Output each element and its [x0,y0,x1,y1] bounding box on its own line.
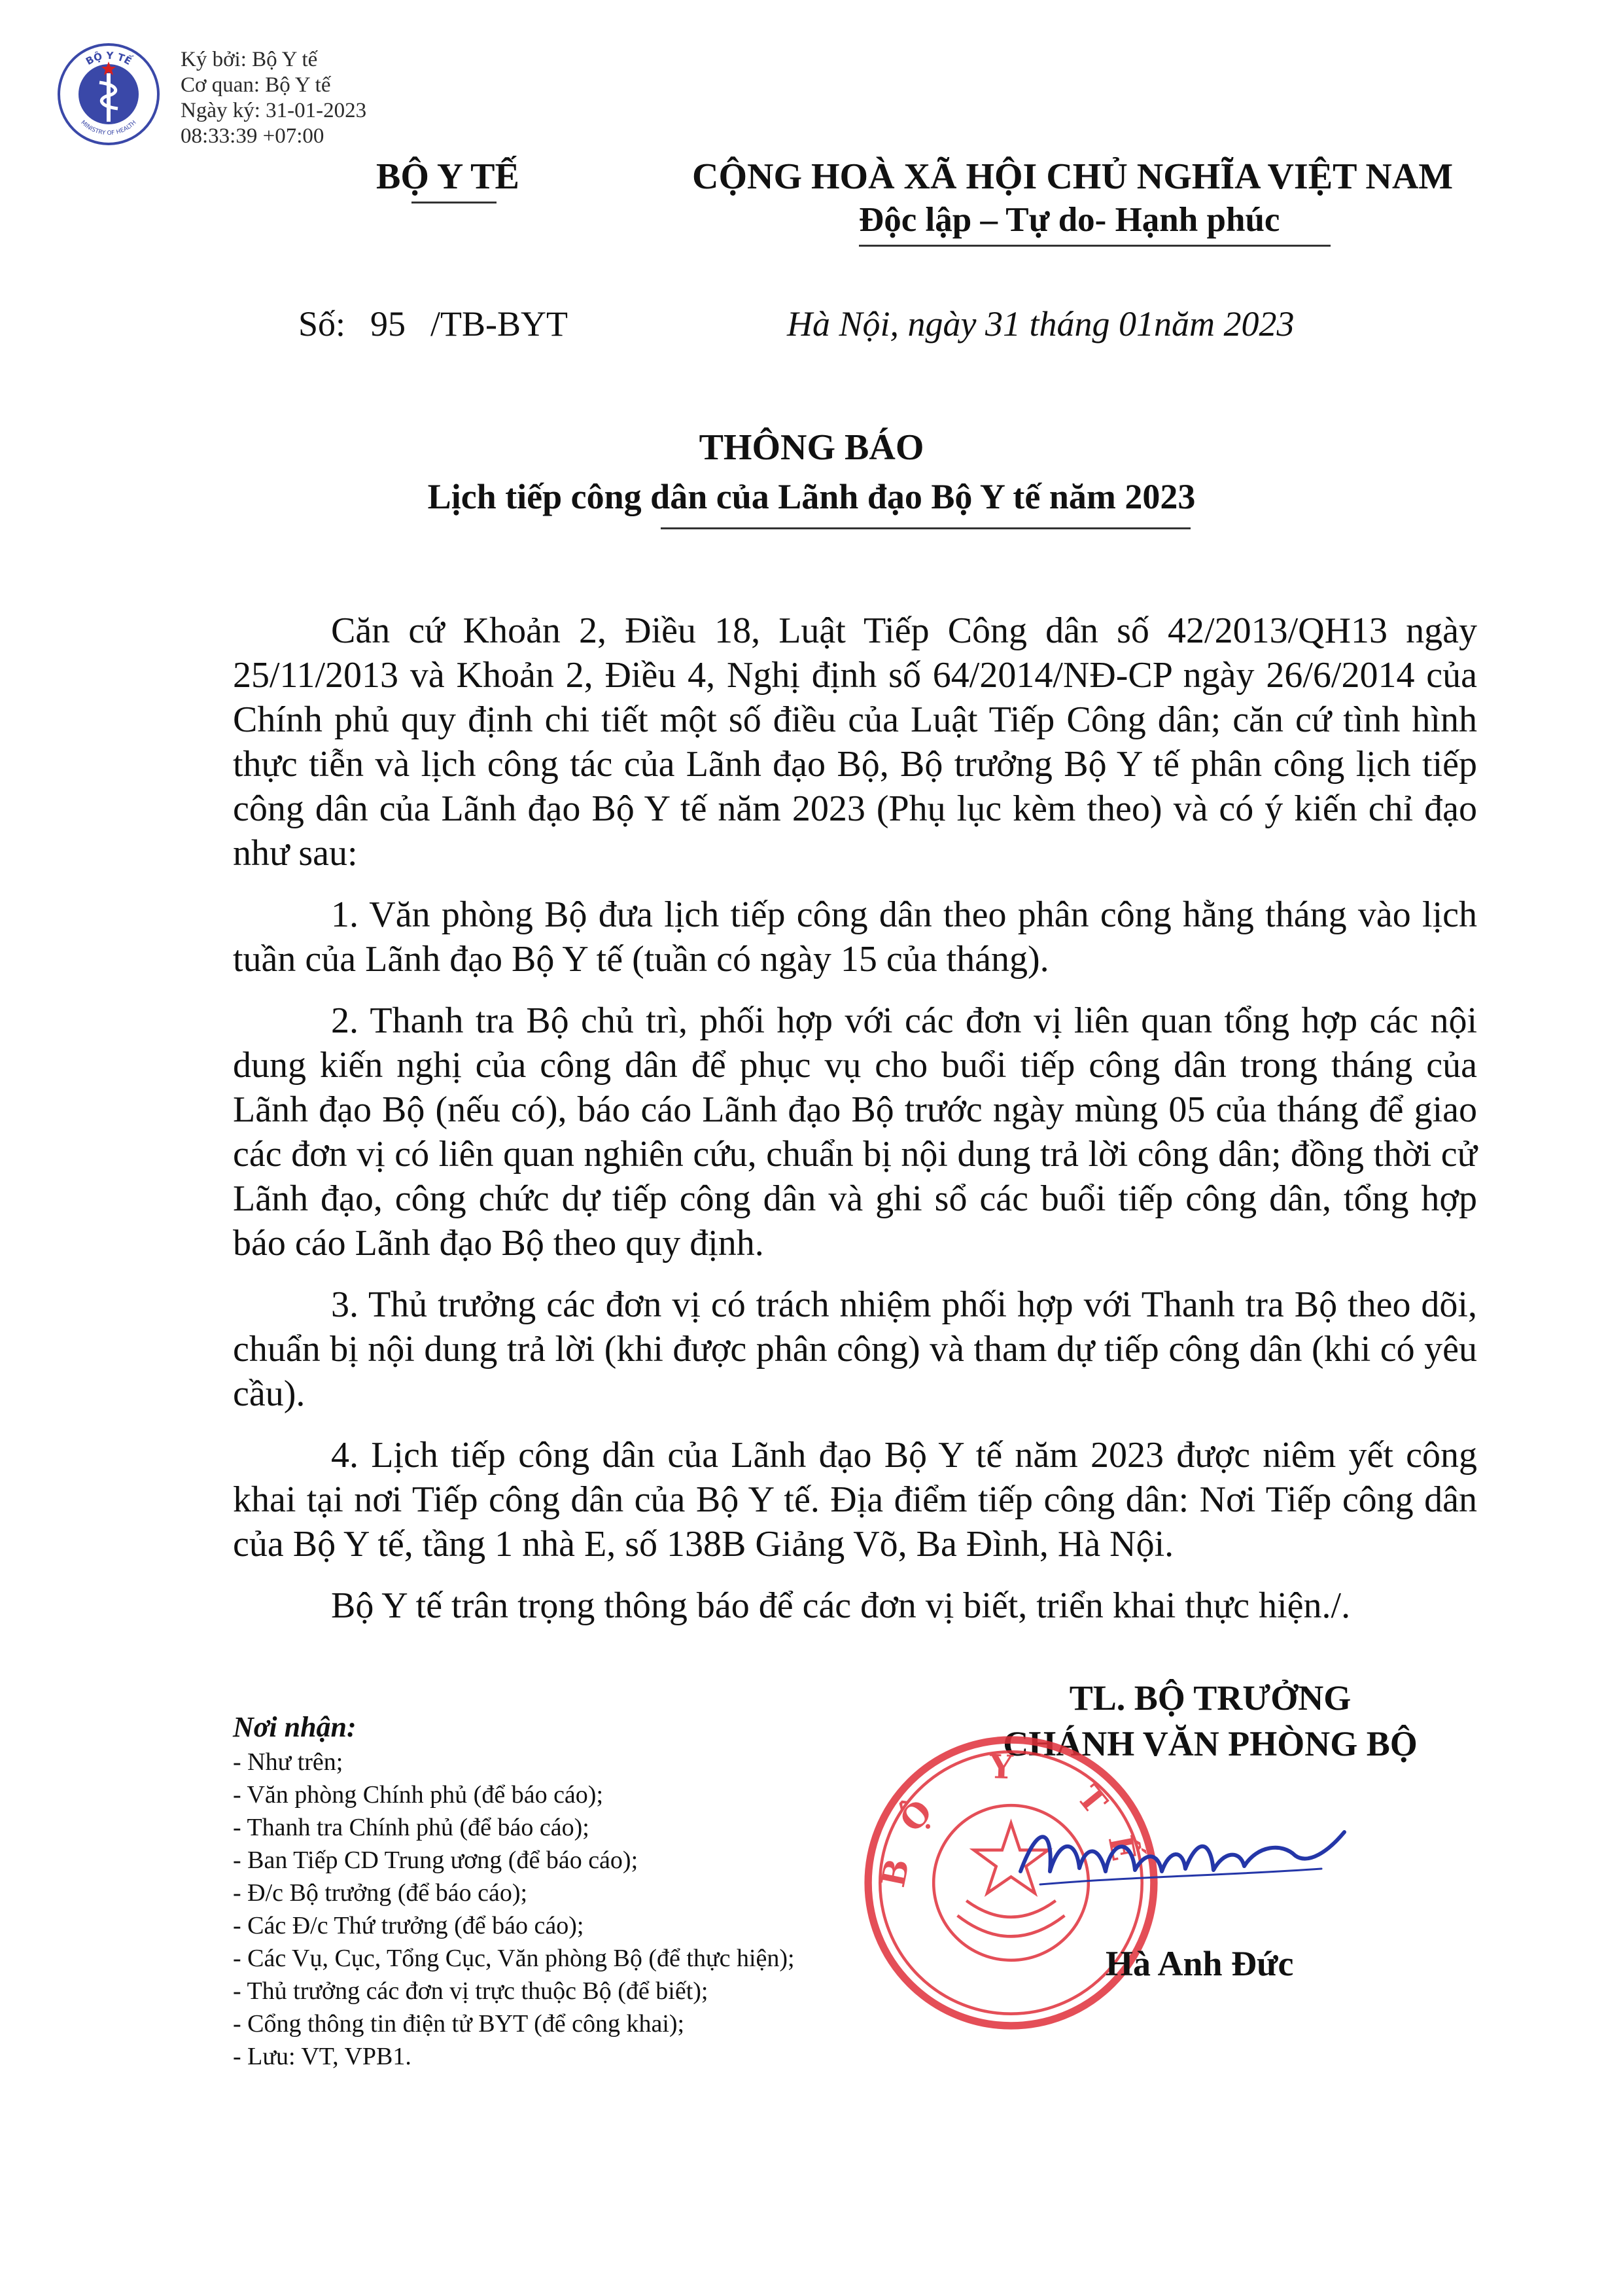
recipient-item: - Đ/c Bộ trưởng (để báo cáo); [233,1879,528,1907]
document-number-suffix: /TB-BYT [430,304,568,344]
signing-time: 08:33:39 +07:00 [181,124,324,148]
organization-underline [411,202,497,203]
body-paragraph-item-3: 3. Thủ trưởng các đơn vị có trách nhiệm phối hợp với Thanh tra Bộ theo dõi, chuẩn bị nội dung trả lời (khi được phân công) và tham dự tiếp công dân (khi có yêu cầu). [233,1284,1477,1414]
recipient-item: - Cổng thông tin điện tử BYT (để công khai); [233,2010,685,2038]
document-date [787,304,1295,344]
document-number [298,304,568,344]
signing-agency: Cơ quan: Bộ Y tế [181,73,331,97]
recipient-item: - Văn phòng Chính phủ (để báo cáo); [233,1781,604,1809]
motto-underline [859,245,1331,247]
recipient-item: - Ban Tiếp CD Trung ương (để báo cáo); [233,1846,638,1874]
document-title: THÔNG BÁO [699,427,924,468]
signer-name: Hà Anh Đức [1106,1944,1294,1983]
signer-title-line-2: CHÁNH VĂN PHÒNG BỘ [1003,1724,1418,1763]
handwritten-signature-icon [1014,1793,1354,1917]
body-paragraph-closing: Bộ Y tế trân trọng thông báo để các đơn vị biết, triển khai thực hiện./. [331,1585,1351,1626]
recipient-item: - Các Đ/c Thứ trưởng (để báo cáo); [233,1912,584,1939]
document-number-prefix: Số: [298,304,346,344]
stamp-text: BỘ Y TẾ [873,1747,1149,1890]
logo-bottom-text: MINISTRY OF HEALTH [79,119,138,137]
document-subtitle: Lịch tiếp công dân của Lãnh đạo Bộ Y tế năm 2023 [427,477,1196,516]
recipient-item: - Thanh tra Chính phủ (để báo cáo); [233,1814,589,1841]
body-paragraph-basis: Căn cứ Khoản 2, Điều 18, Luật Tiếp Công dân số 42/2013/QH13 ngày 25/11/2013 và Khoản 2, Điều 4, Nghị định số 64/2014/NĐ-CP ngày 26/6/2014 của Chính phủ quy định chi tiết một số điều của Luật Tiếp Công dân; căn cứ tình hình thực tiễn và lịch công tác của Lãnh đạo Bộ, Bộ trưởng Bộ Y tế phân công lịch tiếp công dân của Lãnh đạo Bộ Y tế năm 2023 (Phụ lục kèm theo) và có ý kiến chỉ đạo như sau: [233,610,1477,874]
recipient-item: - Các Vụ, Cục, Tổng Cục, Văn phòng Bộ (để thực hiện); [233,1945,795,1972]
date-suffix: năm 2023 [1154,304,1295,344]
ministry-logo-icon [56,42,161,147]
document-number-value: 95 [370,304,406,344]
date-prefix: Hà Nội, ngày 31 tháng [787,304,1110,344]
issuing-organization: BỘ Y TẾ [376,156,519,197]
country-name: CỘNG HOÀ XÃ HỘI CHỦ NGHĨA VIỆT NAM [692,156,1454,197]
document-body [233,609,1477,1645]
body-paragraph-item-4: 4. Lịch tiếp công dân của Lãnh đạo Bộ Y tế năm 2023 được niêm yết công khai tại nơi Tiếp công dân của Bộ Y tế. Địa điểm tiếp công dân: Nơi Tiếp công dân của Bộ Y tế, tầng 1 nhà E, số 138B Giảng Võ, Ba Đình, Hà Nội. [233,1435,1477,1564]
recipients-list [233,1709,795,2073]
recipient-item: - Như trên; [233,1748,343,1776]
date-month: 01 [1119,304,1154,344]
signing-date: Ngày ký: 31-01-2023 [181,99,367,122]
title-underline [661,527,1191,529]
body-paragraph-item-2: 2. Thanh tra Bộ chủ trì, phối hợp với các đơn vị liên quan tổng hợp các nội dung kiến nghị của công dân để phục vụ cho buổi tiếp công dân trong tháng của Lãnh đạo Bộ (nếu có), báo cáo Lãnh đạo Bộ trước ngày mùng 05 của tháng để giao các đơn vị có liên quan nghiên cứu, chuẩn bị nội dung trả lời công dân; đồng thời cử Lãnh đạo, công chức dự tiếp công dân và ghi sổ các buổi tiếp công dân, tổng hợp báo cáo Lãnh đạo Bộ theo quy định. [233,1000,1477,1263]
recipients-heading: Nơi nhận: [233,1711,357,1743]
signed-by: Ký bởi: Bộ Y tế [181,48,318,71]
national-motto: Độc lập – Tự do- Hạnh phúc [859,201,1280,239]
signer-title-line-1: TL. BỘ TRƯỞNG [1069,1678,1352,1718]
digital-signature-info [181,47,366,149]
recipient-item: - Thủ trưởng các đơn vị trực thuộc Bộ (để biết); [233,1977,708,2005]
recipient-item: - Lưu: VT, VPB1. [233,2043,411,2070]
logo-text: BỘ Y TẾ [84,49,134,68]
body-paragraph-item-1: 1. Văn phòng Bộ đưa lịch tiếp công dân theo phân công hằng tháng vào lịch tuần của Lãnh đạo Bộ Y tế (tuần có ngày 15 của tháng). [233,894,1477,980]
